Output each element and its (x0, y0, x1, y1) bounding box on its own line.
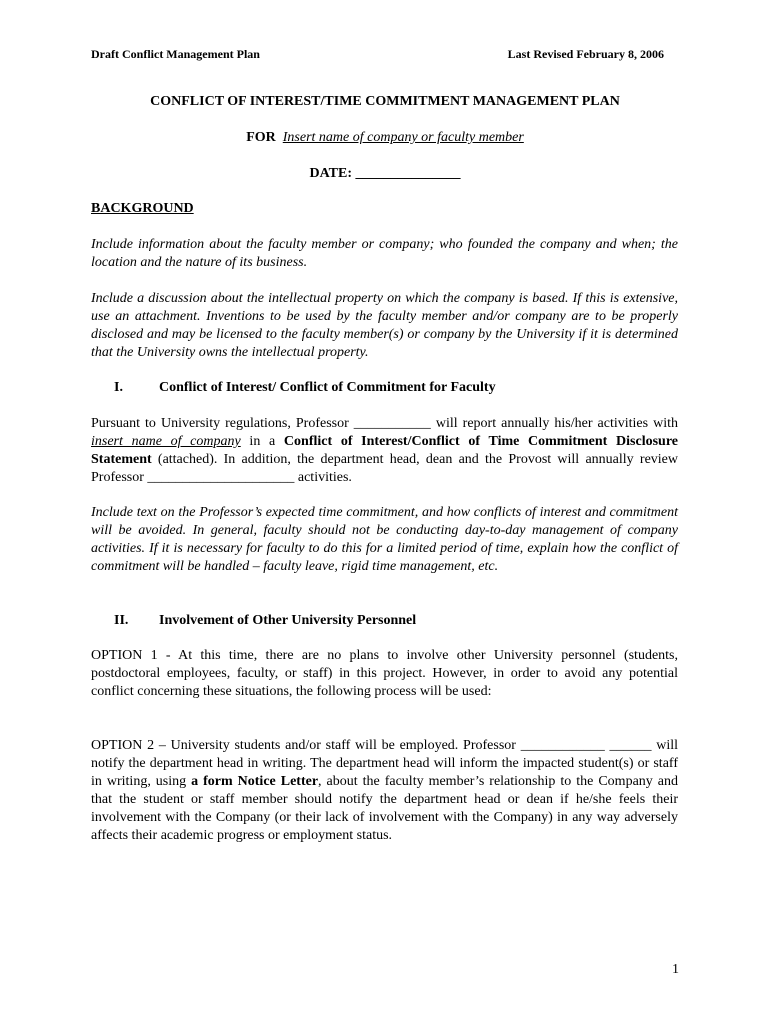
page-number: 1 (672, 962, 679, 977)
background-paragraph-1: Include information about the faculty member or company; who founded the company and when; the location and the nature of its business. (91, 237, 678, 270)
for-label: FOR (246, 130, 276, 145)
option-2-paragraph: OPTION 2 – University students and/or staff will be employed. Professor ____________ ______ will notify the department head in writing. The department head will inform the impacted student(s) or staff in writing, using a form Notice Letter, about the faculty member’s relationship to the Company and that the student or staff member should notify the department head or dean if he/she feels their involvement with the Company (or their lack of involvement with the Company) in any way adversely affects their academic progress or employment status. (91, 738, 678, 843)
for-placeholder: Insert name of company or faculty member (282, 130, 524, 145)
section-1-paragraph-2: Include text on the Professor’s expected time commitment, and how conflicts of interest and commitment will be avoided. In general, faculty should not be conducting day-to-day management of company activities. If it is necessary for faculty to do this for a limited period of time, explain how the conflict of commitment will be handled – faculty leave, rigid time management, etc. (91, 505, 678, 574)
header-left: Draft Conflict Management Plan (91, 47, 260, 61)
section-1-paragraph-1: Pursuant to University regulations, Professor ___________ will report annually his/her activities with insert name of company in a Conflict of Interest/Conflict of Time Commitment Disclosure Statement (attached). In addition, the department head, dean and the Provost will annually review Professor _____________________ activities. (91, 416, 678, 485)
company-name-placeholder: insert name of company (91, 434, 241, 449)
section-2-title: Involvement of Other University Personnel (159, 613, 417, 628)
disclosure-statement-bold: Conflict of Interest/Conflict of Time Commitment Disclosure Statement (91, 434, 678, 467)
section-1-number: I. (114, 380, 123, 395)
header-right: Last Revised February 8, 2006 (507, 47, 664, 61)
document-title: CONFLICT OF INTEREST/TIME COMMITMENT MANAGEMENT PLAN (150, 94, 620, 109)
option-1-paragraph: OPTION 1 - At this time, there are no plans to involve other University personnel (students, postdoctoral employees, faculty, or staff) in this project. However, in order to avoid any potential conflict concerning these situations, the following process will be used: (91, 648, 678, 699)
section-2-number: II. (114, 613, 129, 628)
date-line: DATE: _______________ (309, 166, 461, 181)
background-paragraph-2: Include a discussion about the intellectual property on which the company is based. If this is extensive, use an attachment. Inventions to be used by the faculty member and/or company are to be properly disclosed and may be licensed to the faculty member(s) or company by the University if it is determined that the University owns the intellectual property. (91, 291, 678, 360)
section-1-title: Conflict of Interest/ Conflict of Commitment for Faculty (159, 380, 496, 395)
background-heading: BACKGROUND (91, 201, 194, 216)
for-line (0, 130, 770, 146)
notice-letter-bold: a form Notice Letter (191, 774, 319, 789)
